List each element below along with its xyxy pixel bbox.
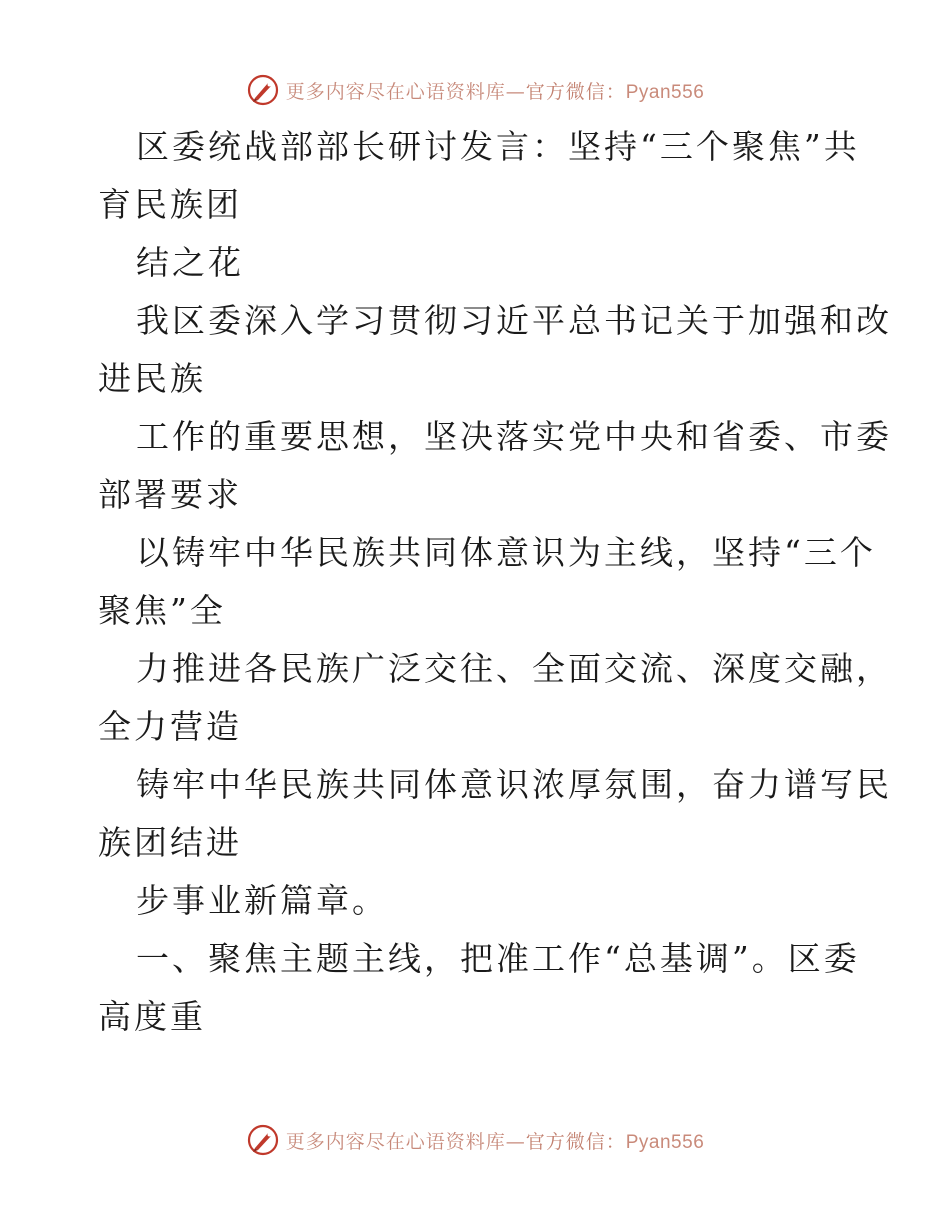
watermark-wechat-id: Pyan556 bbox=[625, 81, 705, 103]
header-watermark bbox=[0, 70, 950, 110]
footer-watermark bbox=[0, 1120, 950, 1160]
watermark-wechat-id: Pyan556 bbox=[625, 1131, 705, 1153]
document-text-line: 全力营造 bbox=[98, 707, 242, 746]
document-text-line: 进民族 bbox=[98, 359, 206, 398]
document-text-line: 一、聚焦主题主线，把准工作“总基调”。区委 bbox=[136, 939, 860, 978]
pen-logo-icon bbox=[246, 73, 280, 107]
document-text-line: 聚焦”全 bbox=[98, 591, 226, 630]
document-title-line: 区委统战部部长研讨发言：坚持“三个聚焦”共 bbox=[136, 127, 860, 166]
document-text-line: 高度重 bbox=[98, 997, 206, 1036]
document-text-line: 部署要求 bbox=[98, 475, 242, 514]
watermark-separator: — bbox=[505, 80, 526, 103]
document-text-line: 族团结进 bbox=[98, 823, 242, 862]
document-text-line: 步事业新篇章。 bbox=[136, 881, 388, 920]
document-text-line: 工作的重要思想，坚决落实党中央和省委、市委 bbox=[136, 417, 892, 456]
document-text-line: 力推进各民族广泛交往、全面交流、深度交融， bbox=[136, 649, 892, 688]
watermark-brand: 更多内容尽在心语资料库 bbox=[285, 80, 506, 103]
document-text-line: 铸牢中华民族共同体意识浓厚氛围，奋力谱写民 bbox=[136, 765, 892, 804]
document-text-line: 以铸牢中华民族共同体意识为主线，坚持“三个 bbox=[136, 533, 876, 572]
document-text-line: 育民族团 bbox=[98, 185, 242, 224]
document-text-line: 结之花 bbox=[136, 243, 244, 282]
document-body bbox=[98, 118, 892, 1046]
pen-logo-icon bbox=[246, 1123, 280, 1157]
watermark-label: 官方微信： bbox=[525, 1130, 626, 1153]
watermark-separator: — bbox=[505, 1130, 526, 1153]
watermark-label: 官方微信： bbox=[525, 80, 626, 103]
watermark-brand: 更多内容尽在心语资料库 bbox=[285, 1130, 506, 1153]
document-text-line: 我区委深入学习贯彻习近平总书记关于加强和改 bbox=[136, 301, 892, 340]
